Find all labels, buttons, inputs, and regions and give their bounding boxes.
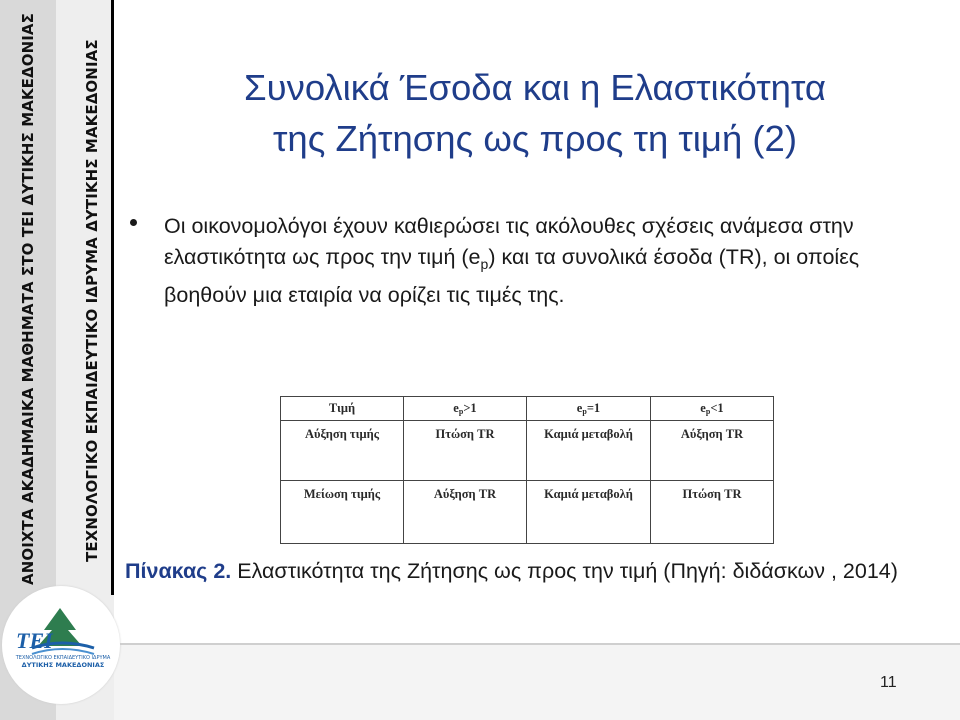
logo-wordmark: ΤΕΙ <box>16 628 53 653</box>
page-number: 11 <box>880 674 897 691</box>
tei-logo-icon <box>2 586 120 704</box>
bullet-text-part2: ) και τα συνολικά έσοδα (TR), οι οποίες βοηθούν μια εταιρία να ορίζει τις τιμές της. <box>164 245 860 307</box>
elasticity-table <box>280 396 774 544</box>
table-cell: Αύξηση τιμής <box>281 421 404 481</box>
logo-badge <box>2 586 120 704</box>
logo-line1: ΤΕΧΝΟΛΟΓΙΚΟ ΕΚΠΑΙΔΕΥΤΙΚΟ ΙΔΡΥΜΑ <box>15 655 111 661</box>
table-cell: Καμιά μεταβολή <box>527 421 651 481</box>
table-header-cell: $e_p=1$ <box>527 397 651 421</box>
bullet-text-part1: Οι οικονομολόγοι έχουν καθιερώσει τις ακόλουθες σχέσεις ανάμεσα στην ελαστικότητα ως προς την τιμή (e <box>164 214 854 269</box>
table-cell: Μείωση τιμής <box>281 481 404 544</box>
table-header-cell: Τιμή <box>281 397 404 421</box>
title-line2: της Ζήτησης ως προς τη τιμή (2) <box>273 118 797 159</box>
bullet-dot-icon <box>130 219 137 226</box>
caption-text: Ελαστικότητα της Ζήτησης ως προς την τιμή (Πηγή: διδάσκων , 2014) <box>231 559 898 583</box>
table-cell: Πτώση TR <box>404 421 527 481</box>
table-cell: Καμιά μεταβολή <box>527 481 651 544</box>
bullet-subscript: p <box>480 256 489 272</box>
caption-lead: Πίνακας 2. <box>125 559 232 583</box>
table-caption <box>125 555 945 588</box>
table-cell: Αύξηση TR <box>651 421 774 481</box>
sidebar-outer-text: ΑΝΟΙΧΤΑ ΑΚΑΔΗΜΑΙΚΑ ΜΑΘΗΜΑΤΑ ΣΤΟ ΤΕΙ ΔΥΤΙΚΗΣ ΜΑΚΕΔΟΝΙΑΣ <box>19 13 37 585</box>
table-row <box>281 481 774 544</box>
slide-title <box>120 62 950 164</box>
title-line1: Συνολικά Έσοδα και η Ελαστικότητα <box>244 67 826 108</box>
sidebar-divider <box>111 0 114 595</box>
footer-bar <box>114 645 960 720</box>
table-cell: Πτώση TR <box>651 481 774 544</box>
table-cell: Αύξηση TR <box>404 481 527 544</box>
table-header-row <box>281 397 774 421</box>
sidebar-inner-text: ΤΕΧΝΟΛΟΓΙΚΟ ΕΚΠΑΙΔΕΥΤΙΚΟ ΙΔΡΥΜΑ ΔΥΤΙΚΗΣ ΜΑΚΕΔΟΝΙΑΣ <box>83 39 101 562</box>
table-header-cell: $e_p<1$ <box>651 397 774 421</box>
logo-line2: ΔΥΤΙΚΗΣ ΜΑΚΕΔΟΝΙΑΣ <box>21 661 105 669</box>
table-header-cell: $e_p>1$ <box>404 397 527 421</box>
logo-caption <box>8 655 118 669</box>
table-row <box>281 421 774 481</box>
bullet-text <box>164 211 934 311</box>
